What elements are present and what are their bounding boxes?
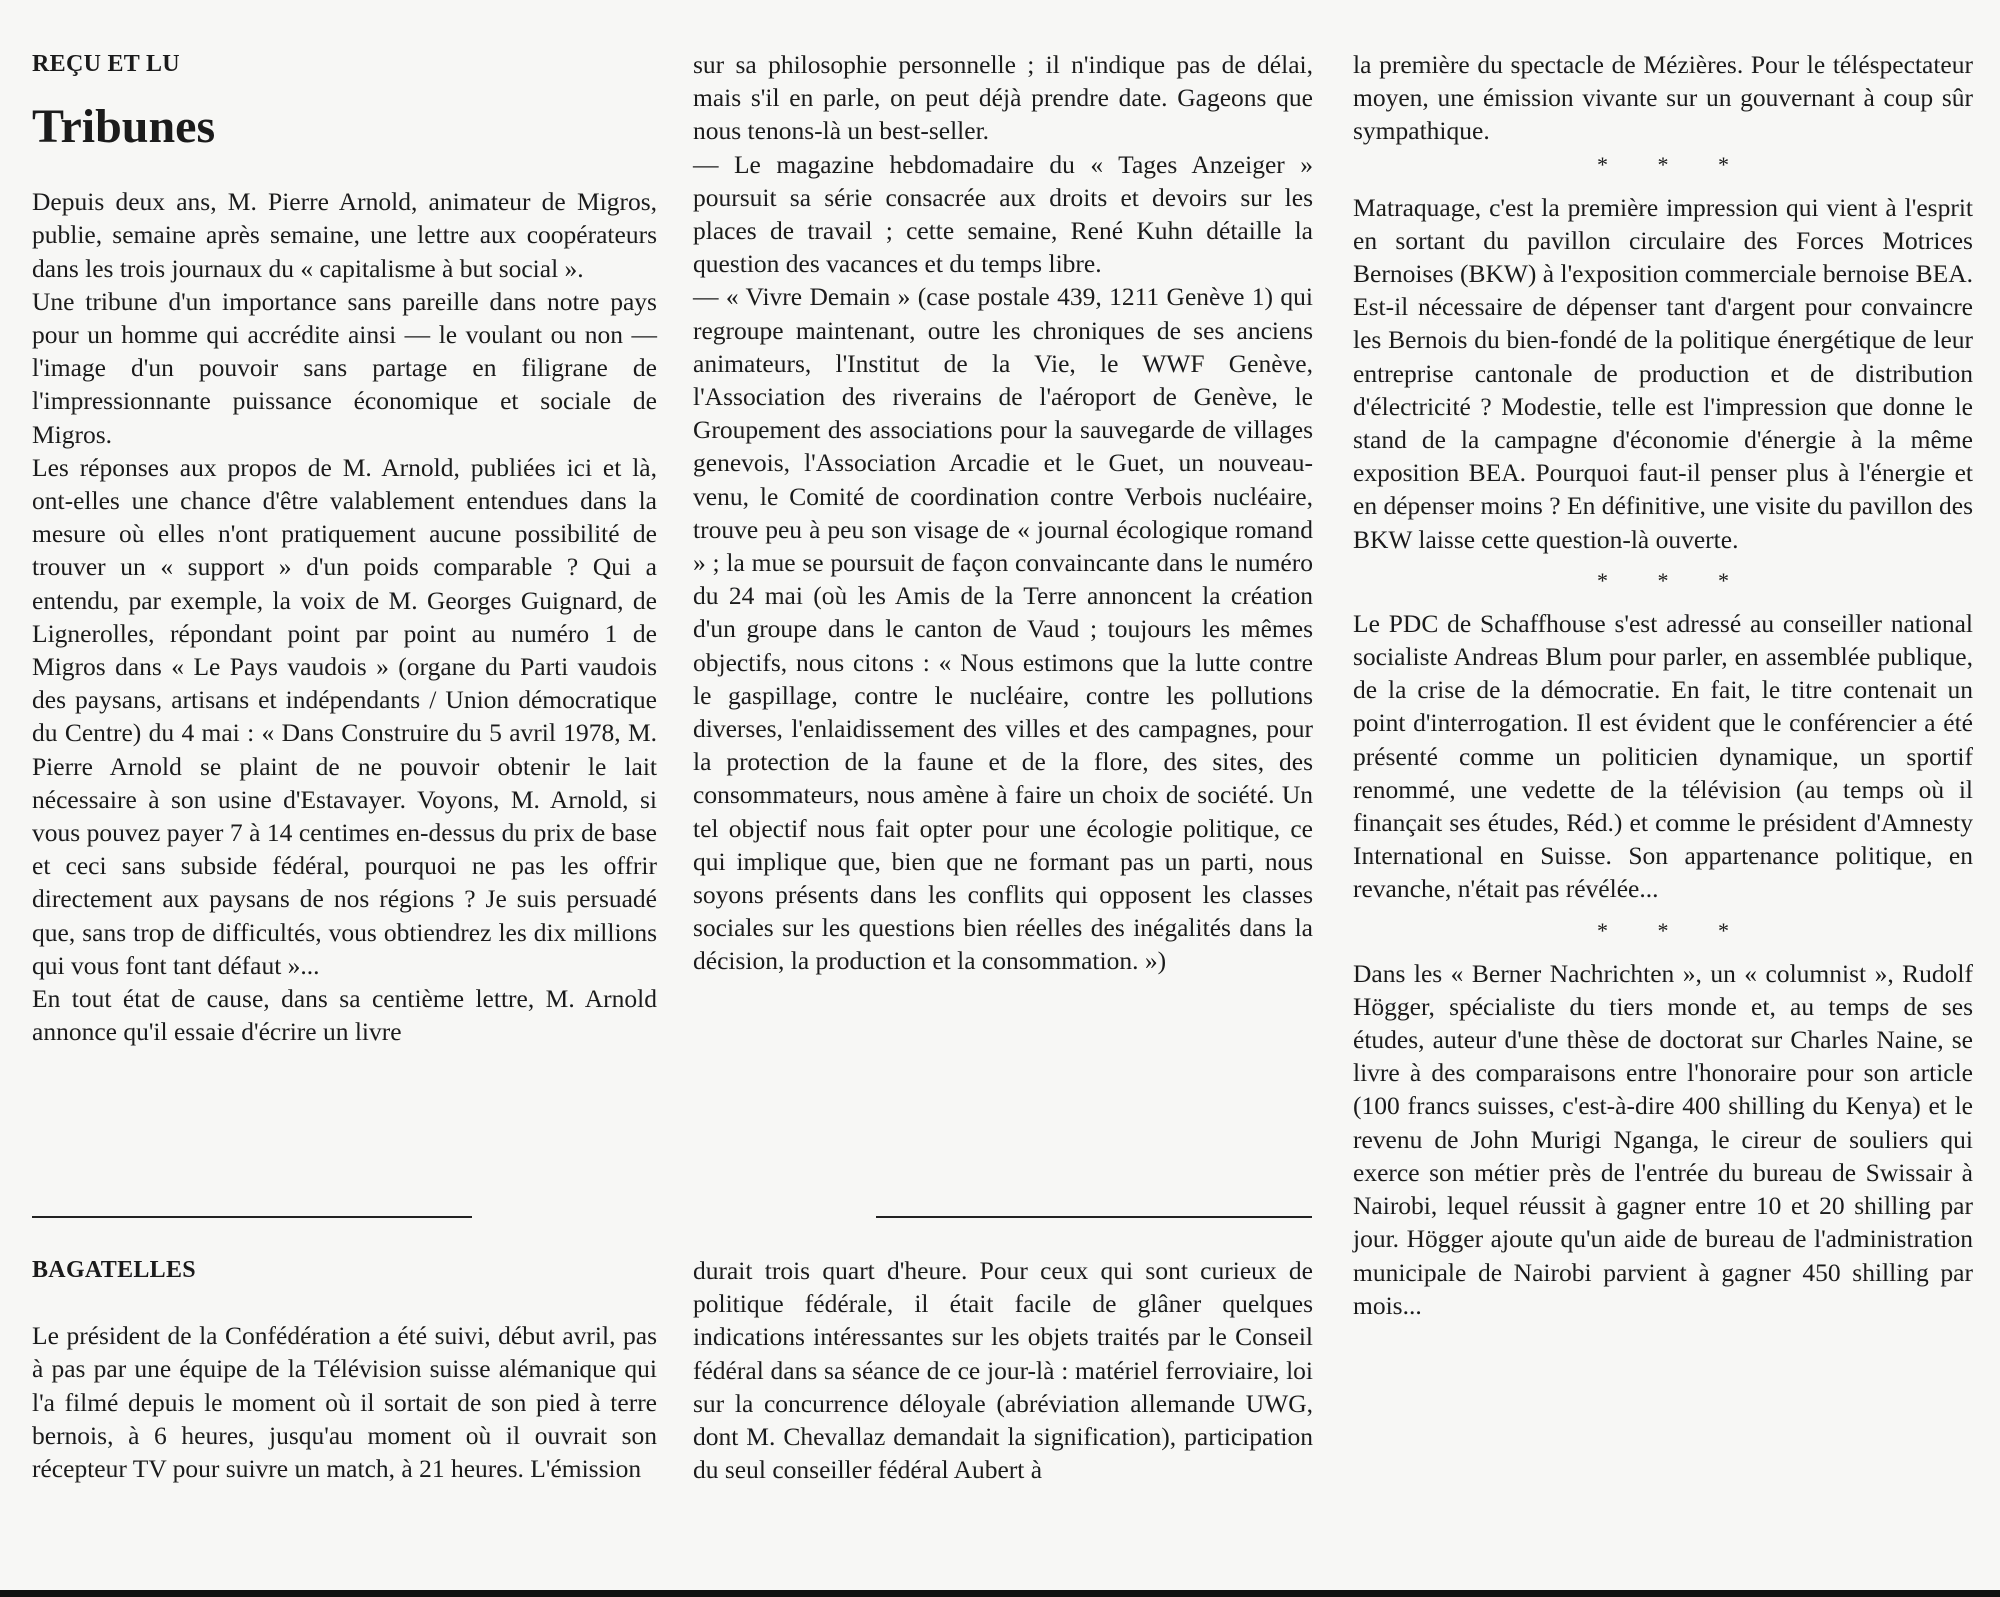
paragraph: durait trois quart d'heure. Pour ceux qui sont curieux de politique fédérale, il était facile de glâner quelques indications intéressantes sur les objets traités par le Conseil fédéral dans sa séance de ce jour-là : matériel ferroviaire, loi sur la concurrence déloyale (abréviation allemande UWG, dont M. Chevallaz demandait la signification), participation du seul conseiller fédéral Aubert à (693, 1256, 1313, 1485)
separator-stars: * * * (1597, 567, 1751, 593)
paragraph: Le président de la Confédération a été suivi, début avril, pas à pas par une équipe de la Télévision suisse alémanique qui l'a filmé depuis le moment où il sortait de son pied à terre bernois, à 6 heures, jusqu'au moment où il ouvrait son récepteur TV pour suivre un match, à 21 heures. L'émission (32, 1321, 657, 1484)
paragraph: sur sa philosophie personnelle ; il n'indique pas de délai, mais s'il en parle, on peut déjà prendre date. Gageons que nous tenons-là un best-seller. (693, 50, 1313, 146)
column-1-top (32, 48, 657, 1048)
column-2-top (693, 48, 1313, 978)
paragraph: la première du spectacle de Mézières. Pour le téléspectateur moyen, une émission vivante sur un gouvernant à coup sûr sympathique. (1353, 50, 1973, 146)
headline-tribunes: Tribunes (32, 100, 216, 154)
paragraph: Le PDC de Schaffhouse s'est adressé au conseiller national socialiste Andreas Blum pour parler, en assemblée publique, de la crise de la démocratie. En fait, le titre contenait un point d'interrogation. Il est évident que le conférencier a été présenté comme un politicien dynamique, un sportif renommé, une vedette de la télévision (au temps où il finançait ses études, Réd.) et comme le président d'Amnesty International en Suisse. Son appartenance politique, en revanche, n'était pas révélée... (1353, 608, 1973, 904)
paragraph: Une tribune d'un importance sans pareille dans notre pays pour un homme qui accrédite ainsi — le voulant ou non — l'image d'un pouvoir sans partage en filigrane de l'impressionnante puissance économique et sociale de Migros. (32, 286, 657, 449)
divider-rule-left (32, 1216, 472, 1218)
column-2-bagatelles (693, 1254, 1313, 1486)
paragraph: — « Vivre Demain » (case postale 439, 1211 Genève 1) qui regroupe maintenant, outre les chroniques de ses anciens animateurs, l'Institut de la Vie, le WWF Genève, l'Association des riverains de l'aéroport de Genève, le Groupement des associations pour la sauvegarde de villages genevois, l'Association Arcadie et le Guet, un nouveau-venu, le Comité de coordination contre Verbois nucléaire, trouve peu à peu son visage de « journal écologique romand » ; la mue se poursuit de façon convaincante dans le numéro du 24 mai (où les Amis de la Terre annoncent la création d'un groupe dans le canton de Vaud ; toujours les mêmes objectifs, nous citons : « Nous estimons que la lutte contre le gaspillage, contre le nucléaire, contre les pollutions diverses, l'enlaidissement des villes et des campagnes, pour la protection de la faune et de la flore, des sites, des consommateurs, nous amène à faire un choix de société. Un tel objectif nous fait opter pour une écologie politique, ce qui implique que, bien que ne formant pas un parti, nous soyons présents dans les conflits qui opposent les classes sociales sur les questions bien réelles des inégalités dans la décision, la production et la consommation. ») (693, 282, 1313, 976)
separator-stars: * * * (1597, 917, 1751, 943)
paragraph: Dans les « Berner Nachrichten », un « columnist », Rudolf Högger, spécialiste du tiers monde et, au temps de ses études, auteur d'une thèse de doctorat sur Charles Naine, se livre à des comparaisons entre l'honoraire pour son article (100 francs suisses, c'est-à-dire 400 shilling du Kenya) et le revenu de John Murigi Nganga, le cireur de souliers qui exerce son métier près de l'entrée du bureau de Swissair à Nairobi, lequel réussit à gagner entre 10 et 20 shilling par jour. Högger ajoute qu'un aide de bureau de l'administration municipale de Nairobi parvient à gagner 450 shilling par mois... (1353, 958, 1973, 1320)
separator-stars: * * * (1597, 151, 1751, 177)
paragraph: Les réponses aux propos de M. Arnold, publiées ici et là, ont-elles une chance d'être valablement entendues dans la mesure où elles n'ont pratiquement aucune possibilité de trouver un « support » d'un poids comparable ? Qui a entendu, par exemple, la voix de M. Georges Guignard, de Lignerolles, répondant point par point au numéro 1 de Migros dans « Le Pays vaudois » (organe du Parti vaudois des paysans, artisans et indépendants / Union démocratique du Centre) du 4 mai : « Dans Construire du 5 avril 1978, M. Pierre Arnold se plaint de ne pouvoir obtenir le lait nécessaire à son usine d'Estavayer. Voyons, M. Arnold, si vous pouvez payer 7 à 14 centimes en-dessus du prix de base et ceci sans subside fédéral, pourquoi ne pas les offrir directement aux paysans de nos régions ? Je suis persuadé que, sans trop de difficultés, vous obtiendrez les dix millions qui vous font tant défaut »... (32, 452, 657, 980)
paragraph: Depuis deux ans, M. Pierre Arnold, animateur de Migros, publie, semaine après semaine, une lettre aux coopérateurs dans les trois journaux du « capitalisme à but social ». (32, 187, 657, 283)
paragraph: Matraquage, c'est la première impression qui vient à l'esprit en sortant du pavillon circulaire des Forces Motrices Bernoises (BKW) à l'exposition commerciale bernoise BEA. Est-il nécessaire de dépenser tant d'argent pour convaincre les Bernois du bien-fondé de la politique énergétique de leur entreprise cantonale de production et de distribution d'électricité ? Modestie, telle est l'impression que donne le stand de la campagne d'économie d'énergie à la même exposition BEA. Pourquoi faut-il penser plus à l'énergie et en dépenser moins ? En définitive, une visite du pavillon des BKW laisse cette question-là ouverte. (1353, 192, 1973, 554)
column-1-bagatelles (32, 1254, 657, 1485)
divider-rule-middle (876, 1216, 1312, 1218)
column-3 (1353, 48, 1973, 1322)
paragraph: En tout état de cause, dans sa centième lettre, M. Arnold annonce qu'il essaie d'écrire un livre (32, 984, 657, 1047)
bottom-edge-bar (0, 1590, 2000, 1597)
section-label-bagatelles: BAGATELLES (32, 1257, 196, 1283)
paragraph: — Le magazine hebdomadaire du « Tages Anzeiger » poursuit sa série consacrée aux droits et devoirs sur les places de travail ; cette semaine, René Kuhn détaille la question des vacances et du temps libre. (693, 149, 1313, 279)
section-label-recu-et-lu: REÇU ET LU (32, 51, 180, 77)
